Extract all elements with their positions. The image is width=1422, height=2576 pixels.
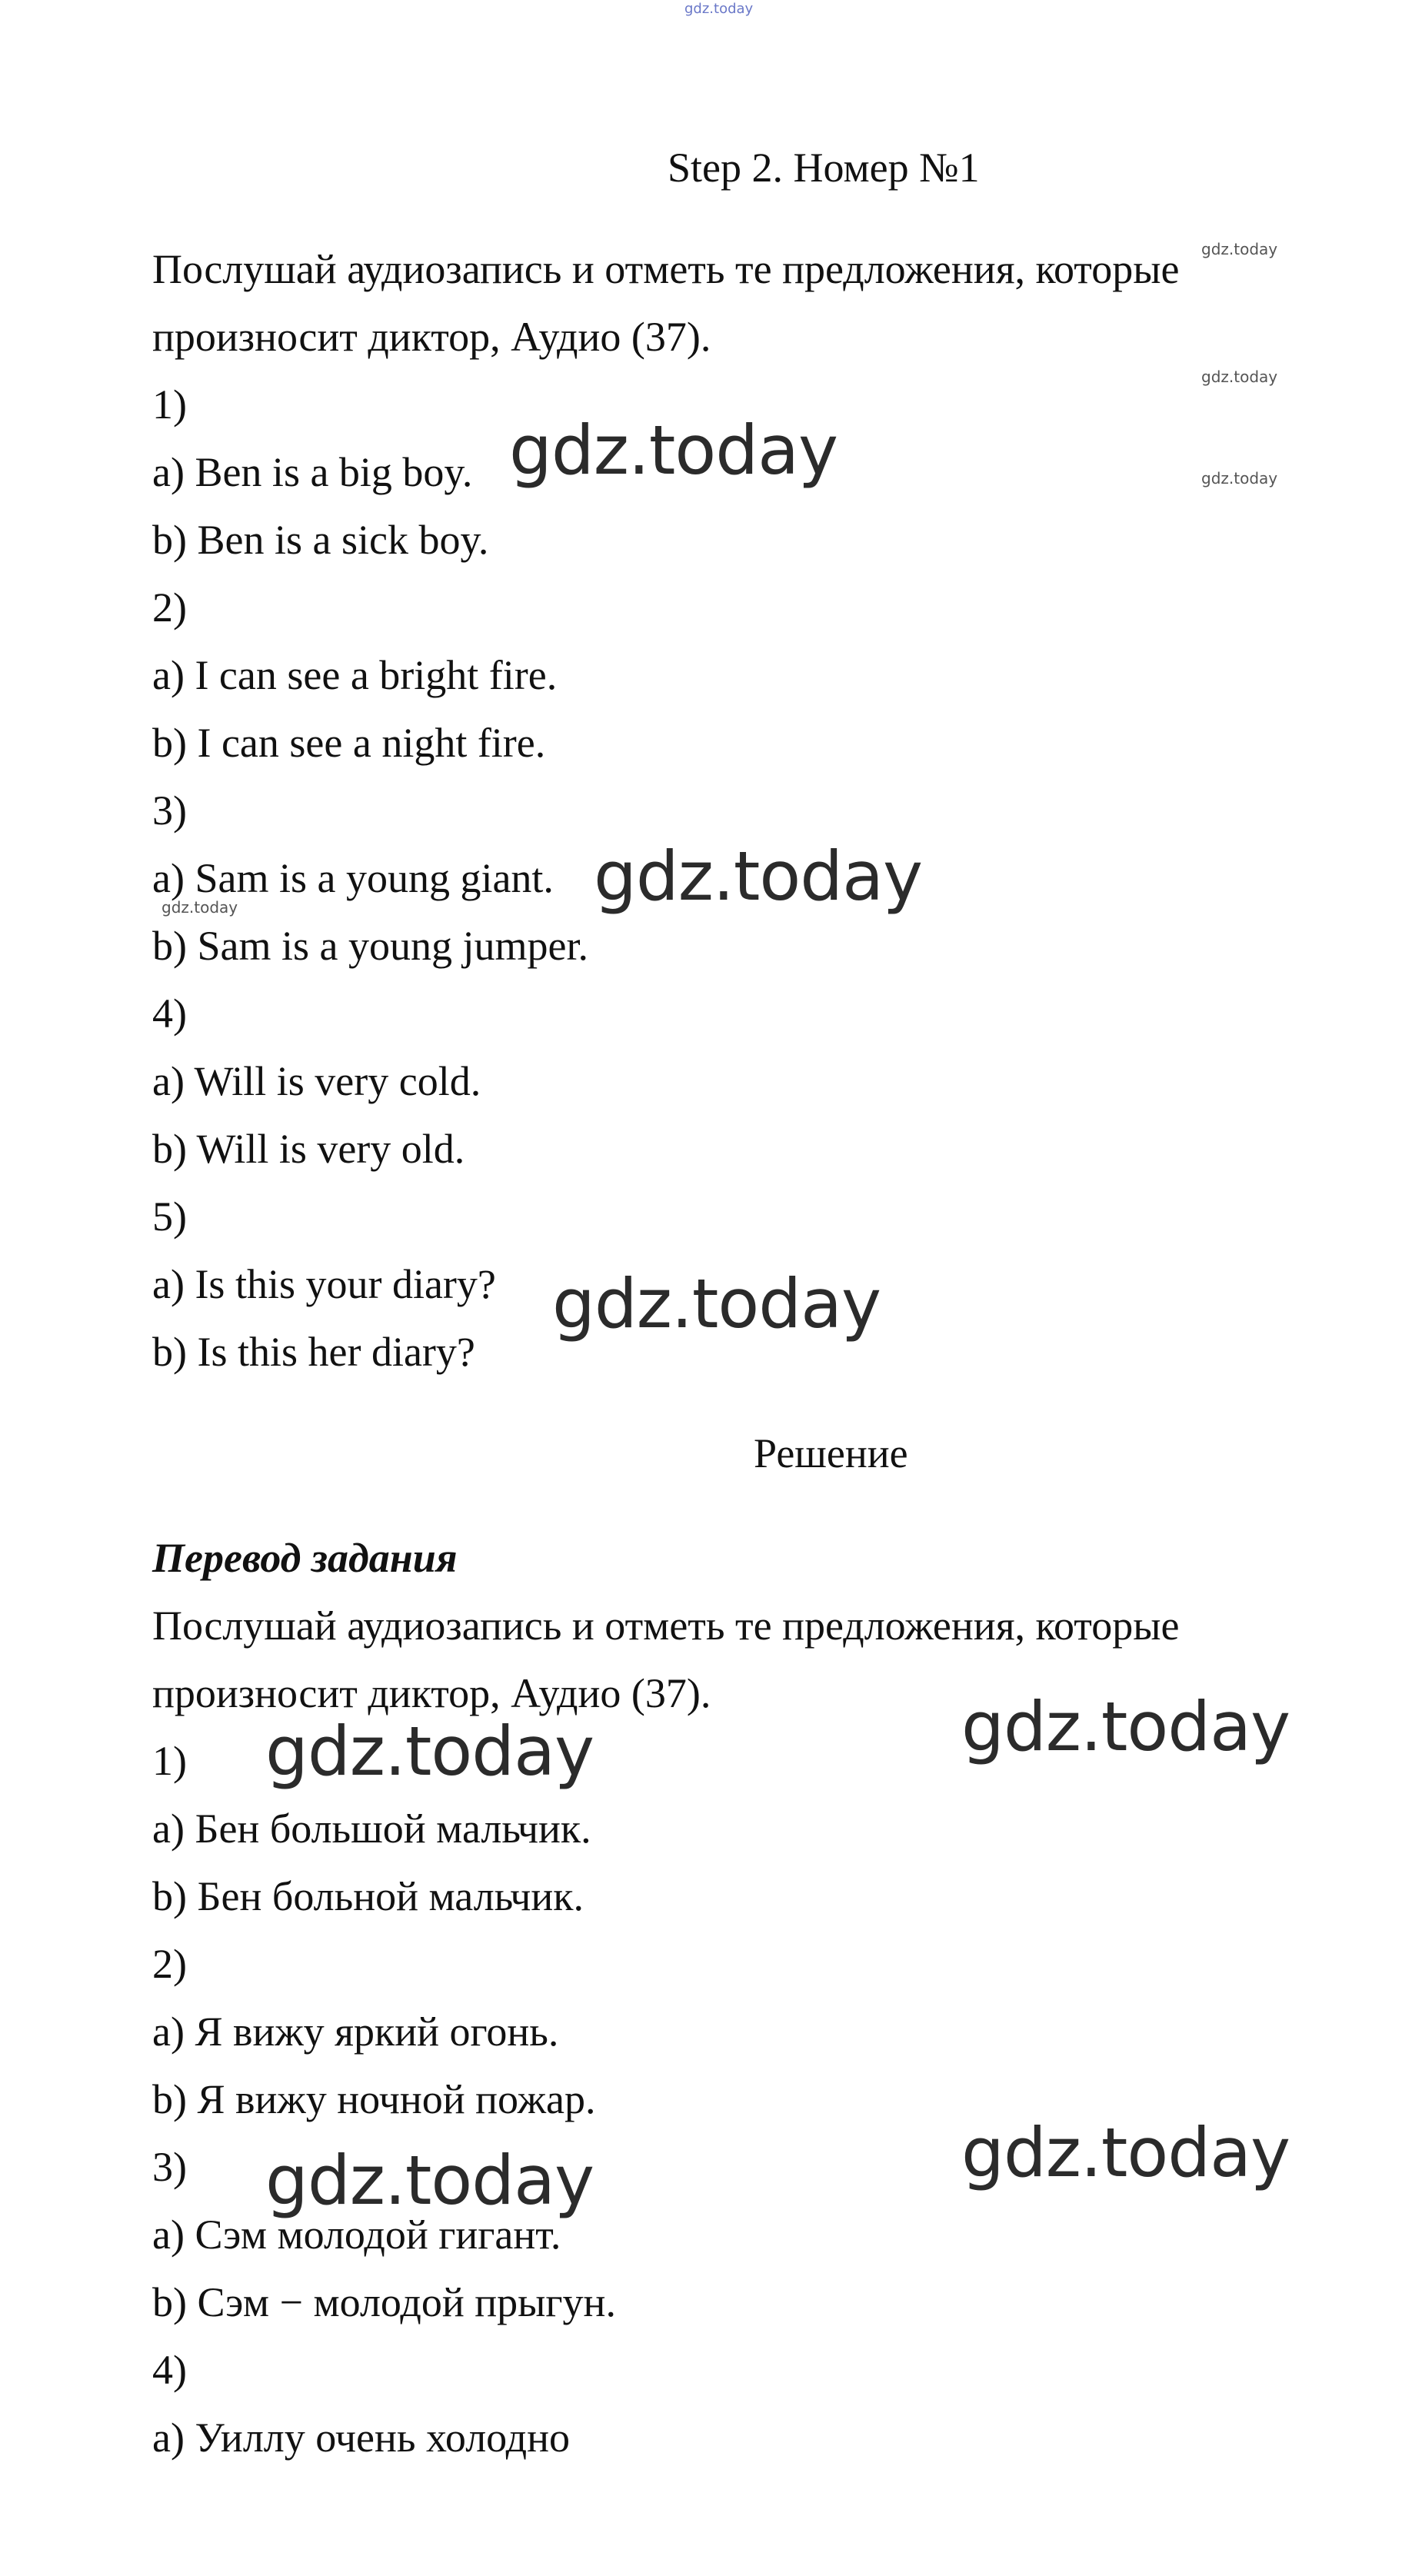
solution-item-number: 2) — [152, 1941, 187, 1987]
task-option: a) I can see a bright fire. — [152, 652, 558, 698]
solution-item-number: 1) — [152, 1738, 187, 1784]
watermark-big: gdz.today — [961, 1687, 1290, 1766]
solution-option: a) Уиллу очень холодно — [152, 2415, 570, 2461]
watermark-big: gdz.today — [594, 837, 923, 916]
task-option: b) Is this her diary? — [152, 1329, 475, 1375]
solution-item-number: 3) — [152, 2144, 187, 2190]
solution-option: b) Сэм − молодой прыгун. — [152, 2279, 616, 2325]
solution-option: a) Сэм молодой гигант. — [152, 2212, 561, 2258]
task-option: a) Is this your diary? — [152, 1261, 496, 1307]
task-option: b) Ben is a sick boy. — [152, 517, 489, 563]
watermark-big: gdz.today — [265, 1712, 594, 1791]
solution-item-number: 4) — [152, 2347, 187, 2393]
translation-heading: Перевод задания — [152, 1535, 458, 1581]
solution-option: a) Бен большой мальчик. — [152, 1806, 591, 1852]
solution-title: Решение — [754, 1430, 908, 1476]
task-item-number: 5) — [152, 1193, 187, 1240]
watermark-big: gdz.today — [961, 2113, 1290, 2192]
solution-instruction-line1: Послушай аудиозапись и отметь те предложения, которые — [152, 1603, 1180, 1649]
watermark-top: gdz.today — [684, 1, 754, 17]
task-instruction-line2: произносит диктор, Аудио (37). — [152, 314, 711, 360]
watermark-small: gdz.today — [162, 898, 238, 917]
task-item-number: 4) — [152, 990, 187, 1037]
watermark-big: gdz.today — [552, 1264, 881, 1343]
watermark-big: gdz.today — [509, 411, 838, 490]
task-option: a) Will is very cold. — [152, 1058, 481, 1104]
solution-option: a) Я вижу яркий огонь. — [152, 2009, 559, 2055]
task-instruction-line1: Послушай аудиозапись и отметь те предложения, которые — [152, 246, 1180, 292]
watermark-small: gdz.today — [1201, 240, 1278, 258]
task-item-number: 2) — [152, 584, 187, 631]
solution-option: b) Я вижу ночной пожар. — [152, 2076, 596, 2122]
task-item-number: 1) — [152, 381, 187, 428]
solution-option: b) Бен больной мальчик. — [152, 1873, 584, 1919]
task-item-number: 3) — [152, 787, 187, 834]
watermark-small: gdz.today — [1201, 368, 1278, 386]
task-option: b) I can see a night fire. — [152, 720, 546, 766]
watermark-big: gdz.today — [265, 2141, 594, 2220]
watermark-small: gdz.today — [1201, 469, 1278, 488]
task-option: b) Will is very old. — [152, 1126, 465, 1172]
task-option: a) Sam is a young giant. — [152, 855, 554, 901]
task-option: b) Sam is a young jumper. — [152, 923, 588, 969]
task-option: a) Ben is a big boy. — [152, 449, 473, 495]
solution-instruction-line2: произносит диктор, Аудио (37). — [152, 1670, 711, 1716]
page-title: Step 2. Номер №1 — [668, 145, 980, 191]
